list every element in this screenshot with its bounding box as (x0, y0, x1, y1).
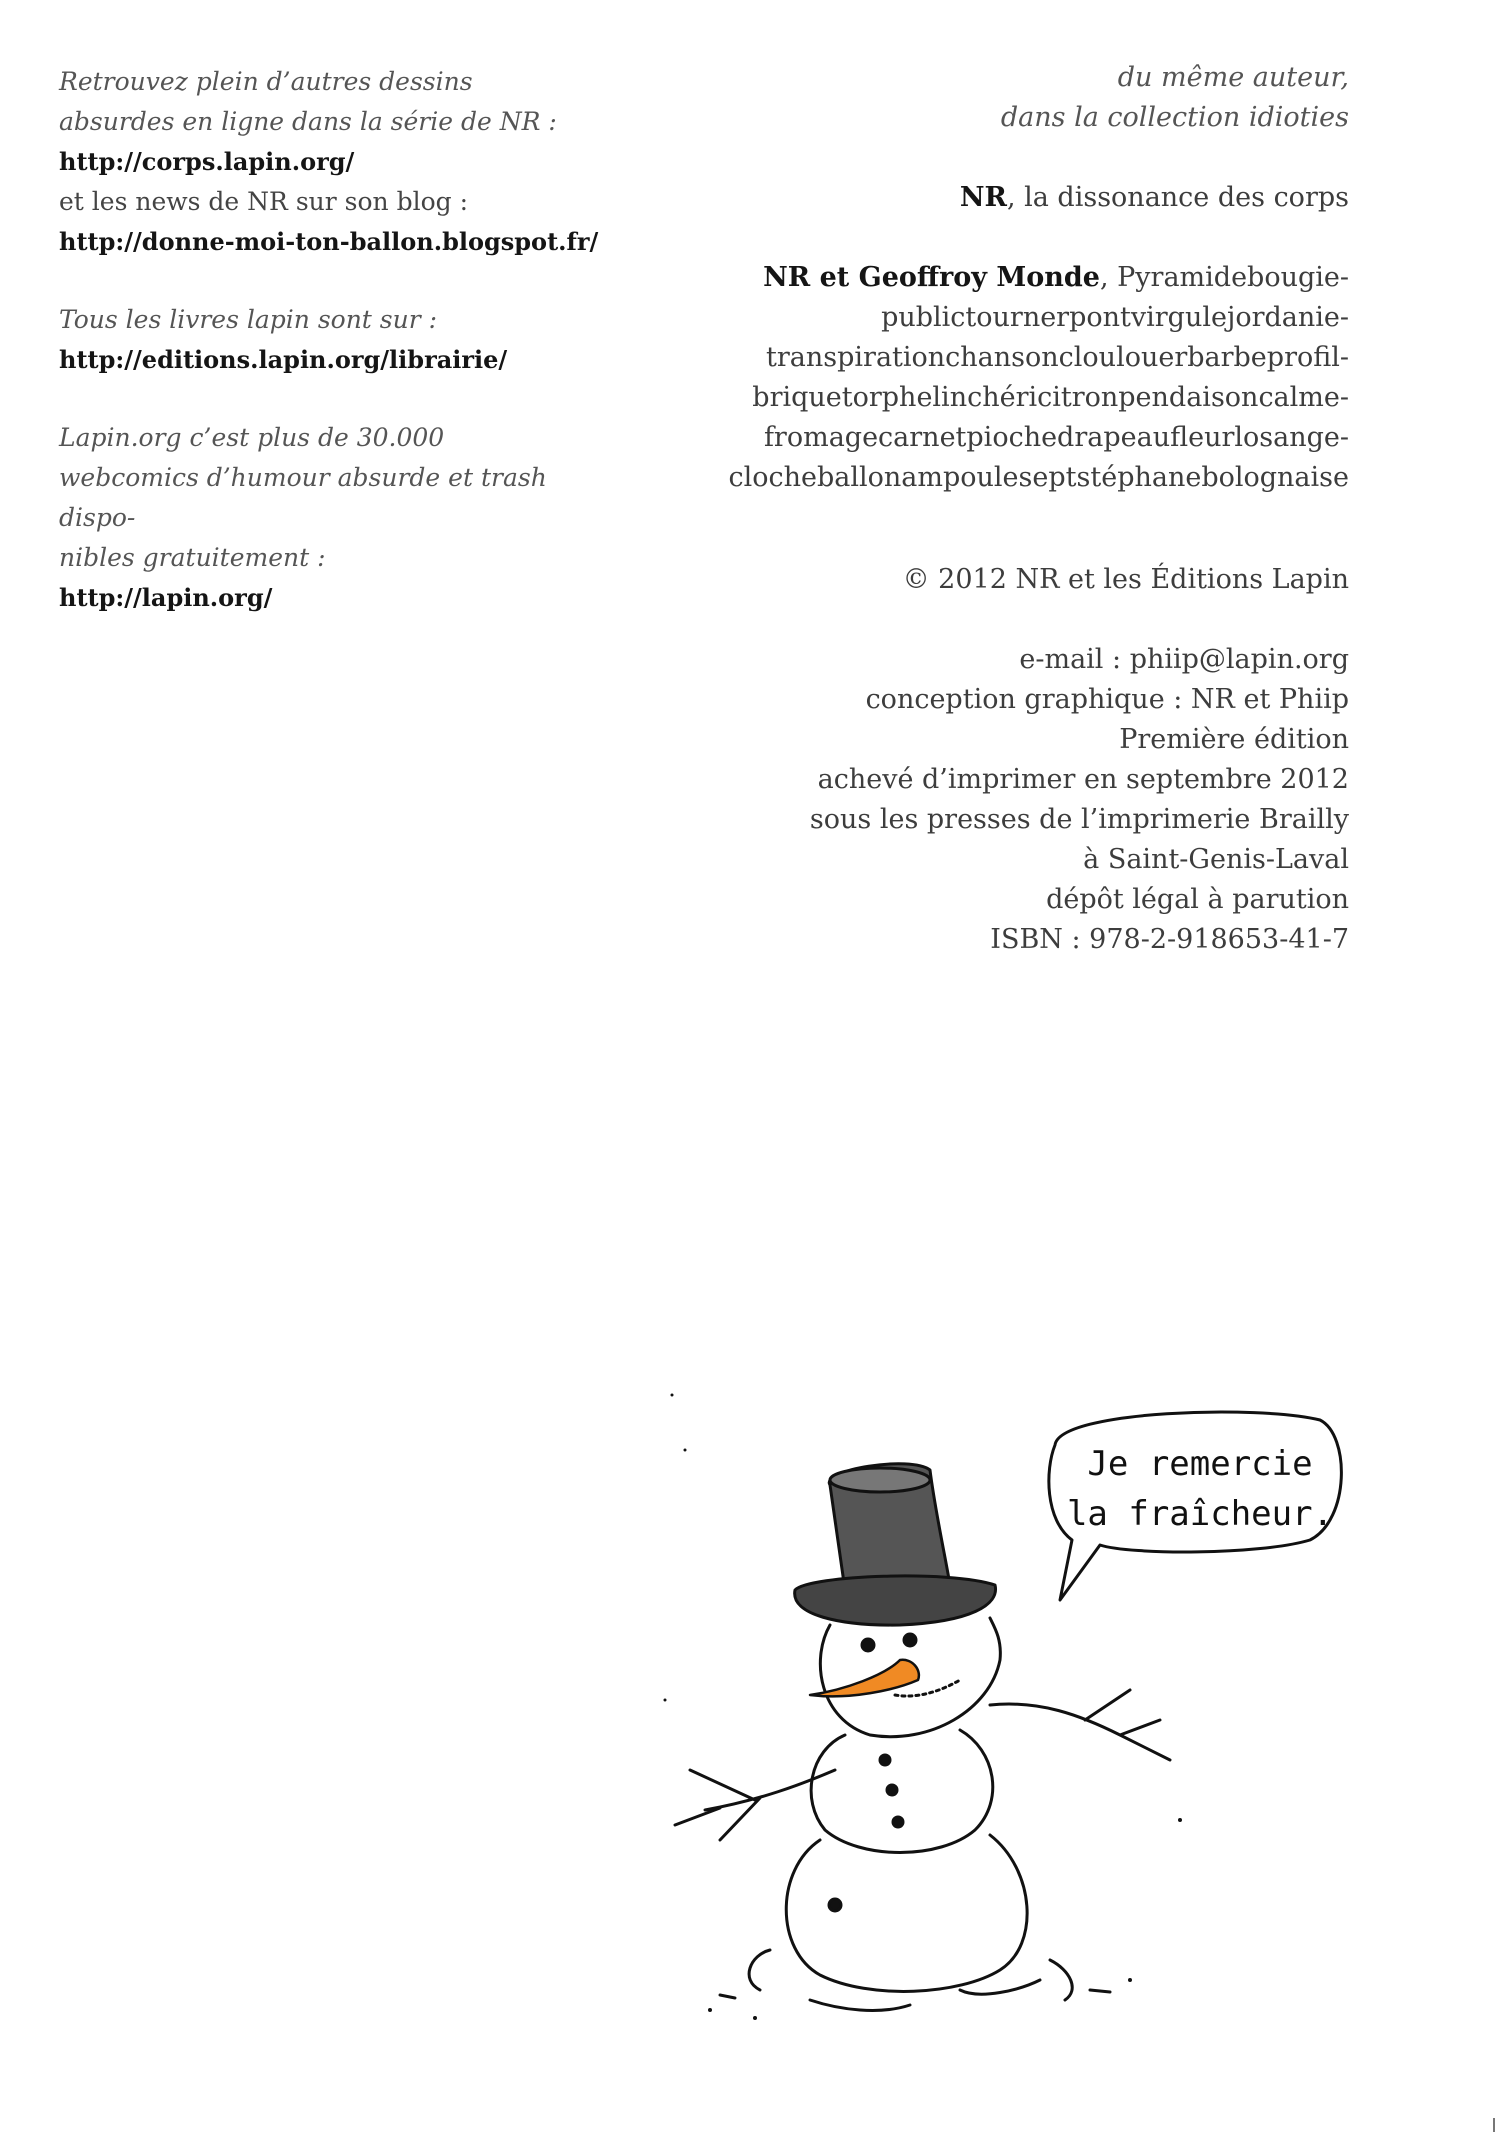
colophon-line: à Saint-Genis-Laval (1083, 844, 1349, 875)
lapin-paragraph (59, 418, 619, 618)
book-title-line: , Pyramidebougie- (1099, 262, 1349, 293)
lapin-link[interactable]: http://lapin.org/ (59, 583, 273, 612)
snow-ground (720, 1950, 1110, 2010)
book-title-line: briquetorphelinchéricitronpendaisoncalme- (752, 382, 1349, 413)
book-author: NR et Geoffroy Monde (763, 262, 1100, 293)
left-column (59, 62, 619, 656)
online-drawings-paragraph (59, 62, 619, 262)
intro-line: absurdes en ligne dans la série de NR : (59, 107, 557, 136)
carrot-nose-icon (810, 1660, 919, 1697)
books-line: Tous les livres lapin sont sur : (59, 305, 438, 334)
book-title-line: publictournerpontvirgulejordanie- (881, 302, 1349, 333)
book-entry-1 (709, 178, 1349, 218)
colophon (709, 640, 1349, 960)
lapin-line: webcomics d’humour absurde et trash dispo- (59, 463, 547, 532)
left-arm-icon (675, 1770, 835, 1840)
book-entry-2 (709, 258, 1349, 498)
book-title: , la dissonance des corps (1006, 182, 1349, 213)
book-title-line: fromagecarnetpiochedrapeaufleurlosange- (763, 422, 1349, 453)
book-title-line: clocheballonampouleseptstéphanebolognaise (728, 462, 1349, 493)
copyright: © 2012 NR et les Éditions Lapin (902, 564, 1349, 595)
right-column (709, 58, 1349, 1000)
crop-mark (1493, 2118, 1495, 2132)
books-paragraph (59, 300, 619, 380)
corps-link[interactable]: http://corps.lapin.org/ (59, 147, 355, 176)
intro-line: Retrouvez plein d’autres dessins (59, 67, 473, 96)
colophon-line: achevé d’imprimer en septembre 2012 (817, 764, 1349, 795)
colophon-line: sous les presses de l’imprimerie Brailly (809, 804, 1349, 835)
same-author-heading (709, 58, 1349, 138)
librairie-link[interactable]: http://editions.lapin.org/librairie/ (59, 345, 508, 374)
copyright-block (709, 560, 1349, 600)
book-author: NR (959, 182, 1007, 213)
snowman-illustration (660, 1390, 1360, 2030)
colophon-line: dépôt légal à parution (1046, 884, 1349, 915)
bubble-line-1: Je remercie (1087, 1444, 1313, 1484)
colophon-line: e-mail : phiip@lapin.org (1019, 644, 1349, 675)
book-title-line: transpirationchansoncloulouerbarbeprofil- (766, 342, 1349, 373)
blog-line: et les news de NR sur son blog : (59, 187, 468, 216)
same-author-line: du même auteur, (1117, 62, 1349, 93)
lapin-line: nibles gratuitement : (59, 543, 326, 572)
snowman-base (786, 1835, 1027, 1991)
snowman-body (811, 1730, 993, 1853)
same-author-line: dans la collection idioties (1000, 102, 1349, 133)
colophon-line: Première édition (1119, 724, 1349, 755)
bubble-line-2: la fraîcheur. (1066, 1494, 1334, 1534)
colophon-line: conception graphique : NR et Phiip (865, 684, 1349, 715)
lapin-line: Lapin.org c’est plus de 30.000 (59, 423, 445, 452)
right-arm-icon (990, 1690, 1170, 1760)
blog-link[interactable]: http://donne-moi-ton-ballon.blogspot.fr/ (59, 227, 599, 256)
isbn: ISBN : 978-2-918653-41-7 (990, 924, 1349, 955)
